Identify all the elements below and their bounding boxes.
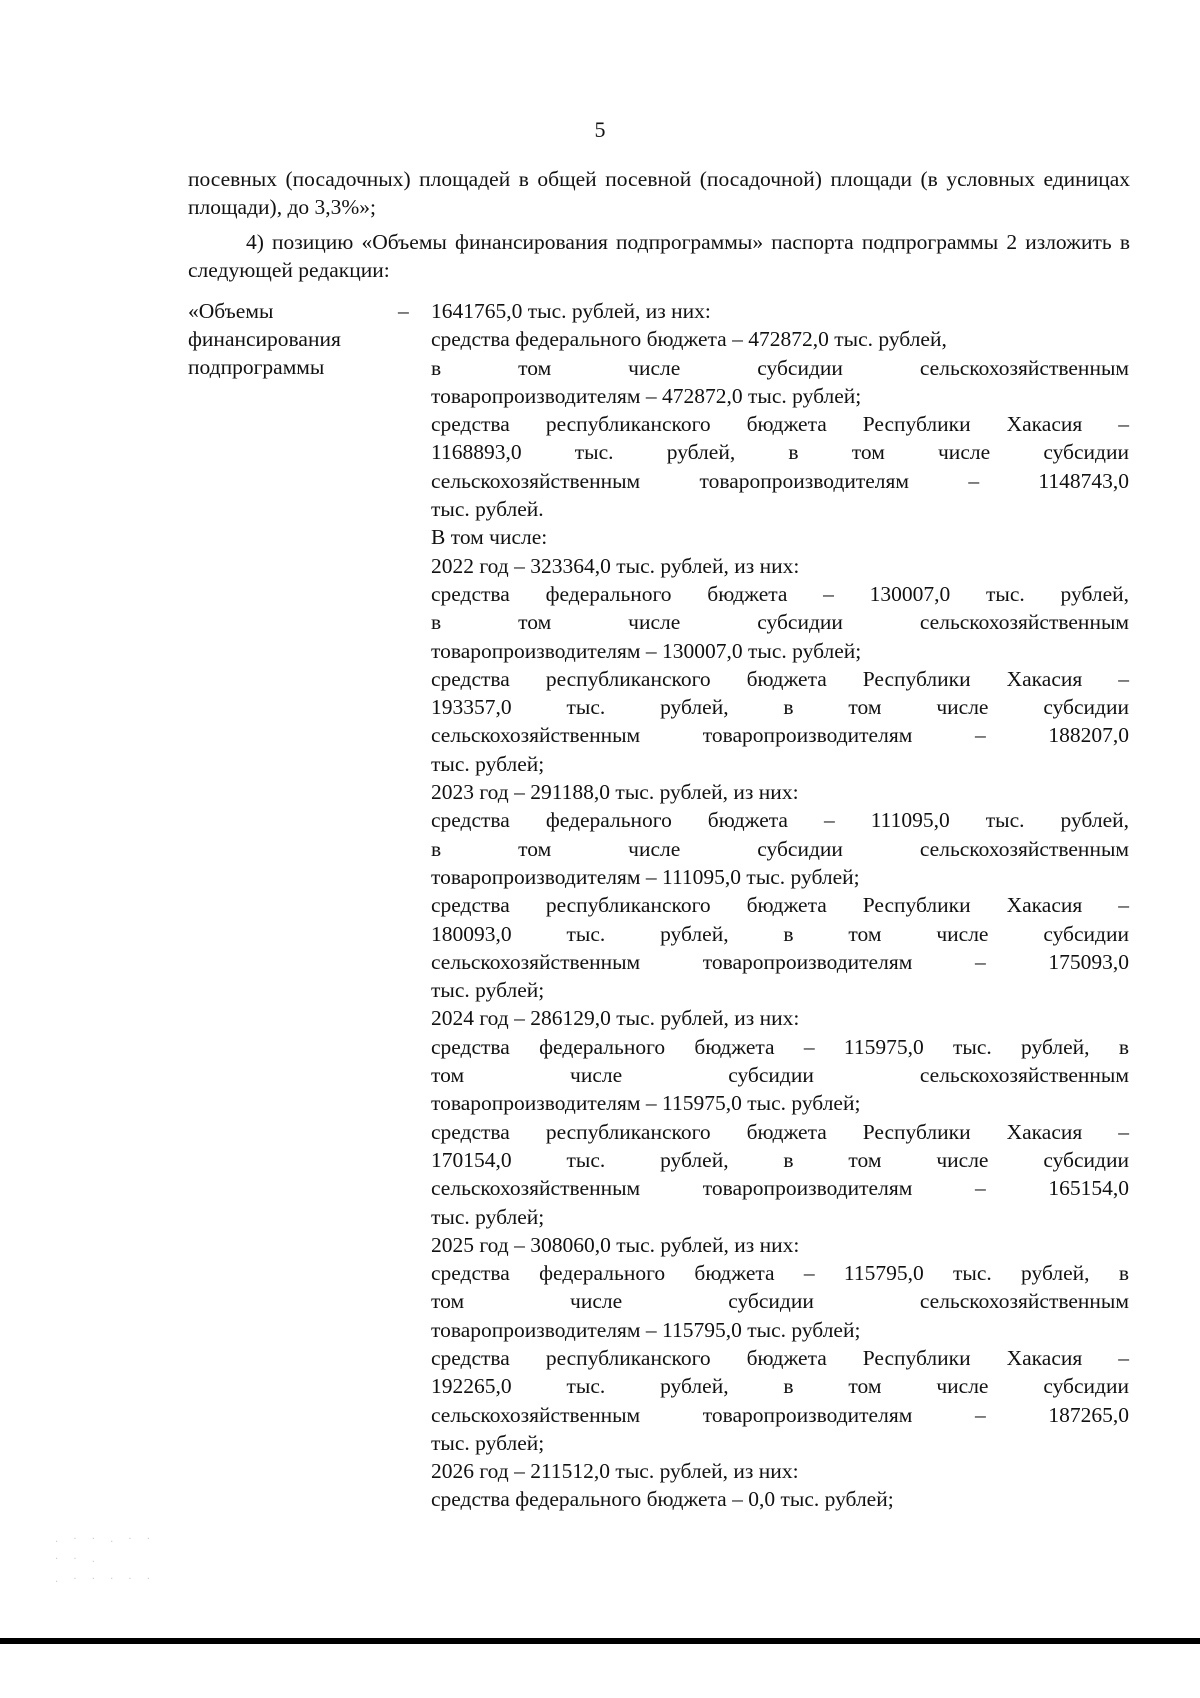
funding-line: В том числе: — [431, 525, 548, 550]
funding-line: средства республиканского бюджета Республики Хакасия – — [431, 893, 1129, 918]
funding-line: средства федерального бюджета – 472872,0 тыс. рублей, — [431, 327, 947, 352]
funding-line: средства республиканского бюджета Республики Хакасия – — [431, 666, 1129, 691]
funding-line: товаропроизводителям – 111095,0 тыс. рублей; — [431, 864, 860, 889]
funding-line: товаропроизводителям – 472872,0 тыс. рублей; — [431, 383, 862, 408]
label-dash: – — [398, 299, 409, 323]
funding-line: том числе субсидии сельскохозяйственным — [431, 1063, 1129, 1088]
funding-line: товаропроизводителям – 115975,0 тыс. рублей; — [431, 1091, 861, 1116]
funding-line: сельскохозяйственным товаропроизводителям – 1148743,0 — [431, 468, 1129, 493]
amendment-item-paragraph: 4) позицию «Объемы финансирования подпрограммы» паспорта подпрограммы 2 изложить в следующей редакции: — [188, 230, 1130, 282]
scan-artifacts: . · · . · · · · . . · · · · · — [55, 1534, 156, 1585]
funding-line: 1168893,0 тыс. рублей, в том числе субсидии — [431, 440, 1129, 465]
funding-line: тыс. рублей; — [431, 1430, 545, 1455]
funding-line: в том числе субсидии сельскохозяйственным — [431, 836, 1129, 861]
funding-line: сельскохозяйственным товаропроизводителям – 175093,0 — [431, 949, 1129, 974]
funding-line: 170154,0 тыс. рублей, в том числе субсидии — [431, 1147, 1129, 1172]
funding-line: товаропроизводителям – 115795,0 тыс. рублей; — [431, 1317, 861, 1342]
funding-line: 2022 год – 323364,0 тыс. рублей, из них: — [431, 553, 800, 578]
funding-line: средства республиканского бюджета Республики Хакасия – — [431, 1345, 1129, 1370]
funding-line: тыс. рублей. — [431, 497, 544, 522]
intro-paragraph: посевных (посадочных) площадей в общей посевной (посадочной) площади (в условных единицах площади), до 3,3%»; — [188, 167, 1130, 219]
funding-content — [431, 297, 1129, 1514]
position-label-line: «Объемы — [188, 299, 274, 323]
funding-line: средства республиканского бюджета Республики Хакасия – — [431, 412, 1129, 437]
page-number: 5 — [594, 117, 606, 142]
funding-line: сельскохозяйственным товаропроизводителям – 187265,0 — [431, 1402, 1129, 1427]
funding-line: 180093,0 тыс. рублей, в том числе субсидии — [431, 921, 1129, 946]
position-label-line: подпрограммы — [188, 355, 325, 379]
funding-line: тыс. рублей; — [431, 978, 545, 1003]
funding-line: 2024 год – 286129,0 тыс. рублей, из них: — [431, 1006, 800, 1031]
funding-line: 2023 год – 291188,0 тыс. рублей, из них: — [431, 780, 799, 805]
position-label-line: финансирования — [188, 327, 341, 351]
position-label — [188, 297, 388, 381]
funding-line: сельскохозяйственным товаропроизводителям – 188207,0 — [431, 723, 1129, 748]
funding-line: в том числе субсидии сельскохозяйственным — [431, 610, 1129, 635]
funding-line: средства федерального бюджета – 115975,0 тыс. рублей, в — [431, 1034, 1129, 1059]
funding-line: 1641765,0 тыс. рублей, из них: — [431, 299, 711, 323]
funding-line: средства республиканского бюджета Республики Хакасия – — [431, 1119, 1129, 1144]
bottom-border-line — [0, 1638, 1200, 1644]
funding-line: в том числе субсидии сельскохозяйственным — [431, 355, 1129, 380]
funding-line: 2025 год – 308060,0 тыс. рублей, из них: — [431, 1232, 800, 1257]
funding-line: средства федерального бюджета – 130007,0 тыс. рублей, — [431, 581, 1129, 606]
funding-line: средства федерального бюджета – 115795,0 тыс. рублей, в — [431, 1261, 1129, 1286]
funding-line: 2026 год – 211512,0 тыс. рублей, из них: — [431, 1459, 799, 1484]
funding-line: средства федерального бюджета – 111095,0 тыс. рублей, — [431, 808, 1129, 833]
funding-line: том числе субсидии сельскохозяйственным — [431, 1289, 1129, 1314]
funding-line: 193357,0 тыс. рублей, в том числе субсидии — [431, 695, 1129, 720]
funding-line: сельскохозяйственным товаропроизводителям – 165154,0 — [431, 1176, 1129, 1201]
funding-line: 192265,0 тыс. рублей, в том числе субсидии — [431, 1374, 1129, 1399]
funding-line: тыс. рублей; — [431, 1204, 545, 1229]
funding-line: тыс. рублей; — [431, 751, 545, 776]
funding-line: средства федерального бюджета – 0,0 тыс. рублей; — [431, 1487, 894, 1512]
funding-line: товаропроизводителям – 130007,0 тыс. рублей; — [431, 638, 862, 663]
